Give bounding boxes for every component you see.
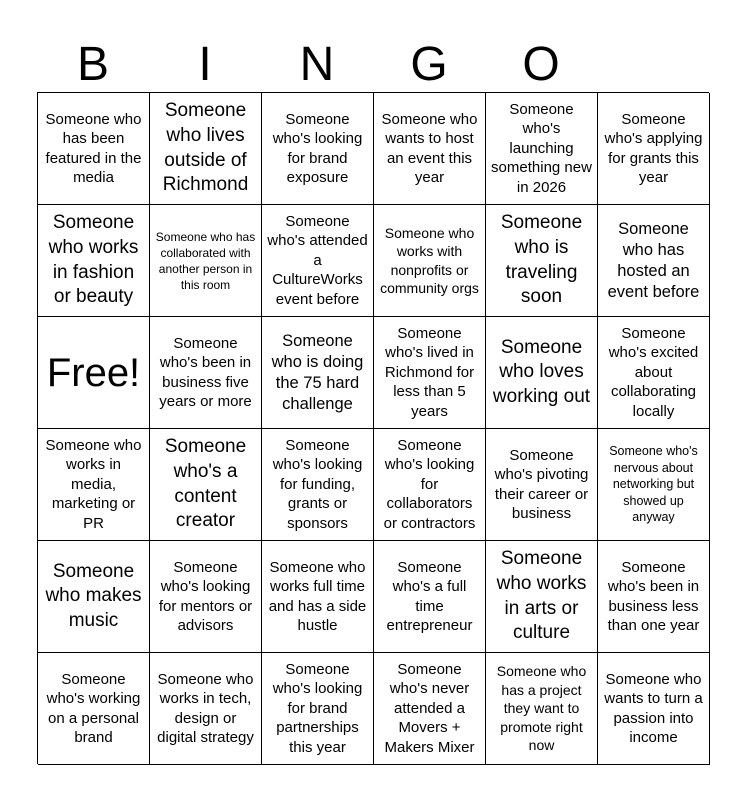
bingo-cell[interactable]: Someone who is doing the 75 hard challenge (262, 317, 374, 429)
bingo-cell[interactable]: Someone who works full time and has a side hustle (262, 541, 374, 653)
bingo-cell[interactable]: Someone who loves working out (486, 317, 598, 429)
bingo-cell[interactable]: Someone who wants to host an event this year (374, 93, 486, 205)
bingo-cell[interactable]: Someone who's pivoting their career or business (486, 429, 598, 541)
bingo-cell[interactable]: Someone who is traveling soon (486, 205, 598, 317)
bingo-cell[interactable]: Someone who works in tech, design or digital strategy (150, 653, 262, 765)
bingo-cell[interactable]: Someone who's looking for funding, grants or sponsors (262, 429, 374, 541)
bingo-cell[interactable]: Someone who's excited about collaborating locally (598, 317, 710, 429)
title-spacer (597, 38, 709, 92)
bingo-cell[interactable]: Someone who works with nonprofits or community orgs (374, 205, 486, 317)
title-letter-i: I (198, 38, 212, 91)
title-letter-o: O (522, 38, 560, 91)
bingo-cell[interactable]: Someone who's a full time entrepreneur (374, 541, 486, 653)
free-cell[interactable]: Free! (38, 317, 150, 429)
bingo-cell[interactable]: Someone who has hosted an event before (598, 205, 710, 317)
bingo-cell[interactable]: Someone who's been in business five years or more (150, 317, 262, 429)
bingo-cell[interactable]: Someone who's looking for collaborators or contractors (374, 429, 486, 541)
bingo-cell[interactable]: Someone who works in fashion or beauty (38, 205, 150, 317)
bingo-cell[interactable]: Someone who works in media, marketing or PR (38, 429, 150, 541)
bingo-cell[interactable]: Someone who works in arts or culture (486, 541, 598, 653)
bingo-cell[interactable]: Someone who's working on a personal brand (38, 653, 150, 765)
bingo-cell[interactable]: Someone who's looking for brand partnerships this year (262, 653, 374, 765)
bingo-cell[interactable]: Someone who has collaborated with another person in this room (150, 205, 262, 317)
bingo-cell[interactable]: Someone who's lived in Richmond for less than 5 years (374, 317, 486, 429)
bingo-cell[interactable]: Someone who has been featured in the media (38, 93, 150, 205)
title-letter-b: B (76, 38, 109, 91)
bingo-title (37, 38, 709, 92)
bingo-cell[interactable]: Someone who's looking for mentors or advisors (150, 541, 262, 653)
bingo-cell[interactable]: Someone who's a content creator (150, 429, 262, 541)
bingo-cell[interactable]: Someone who's applying for grants this year (598, 93, 710, 205)
bingo-cell[interactable]: Someone who wants to turn a passion into income (598, 653, 710, 765)
title-letter-g: G (410, 38, 448, 91)
bingo-cell[interactable]: Someone who's nervous about networking but showed up anyway (598, 429, 710, 541)
bingo-cell[interactable]: Someone who's looking for brand exposure (262, 93, 374, 205)
bingo-card (37, 92, 709, 764)
bingo-cell[interactable]: Someone who's been in business less than one year (598, 541, 710, 653)
bingo-cell[interactable]: Someone who's never attended a Movers + Makers Mixer (374, 653, 486, 765)
bingo-cell[interactable]: Someone who's attended a CultureWorks event before (262, 205, 374, 317)
bingo-cell[interactable]: Someone who makes music (38, 541, 150, 653)
bingo-cell[interactable]: Someone who lives outside of Richmond (150, 93, 262, 205)
title-letter-n: N (299, 38, 335, 91)
bingo-cell[interactable]: Someone who's launching something new in 2026 (486, 93, 598, 205)
bingo-cell[interactable]: Someone who has a project they want to promote right now (486, 653, 598, 765)
